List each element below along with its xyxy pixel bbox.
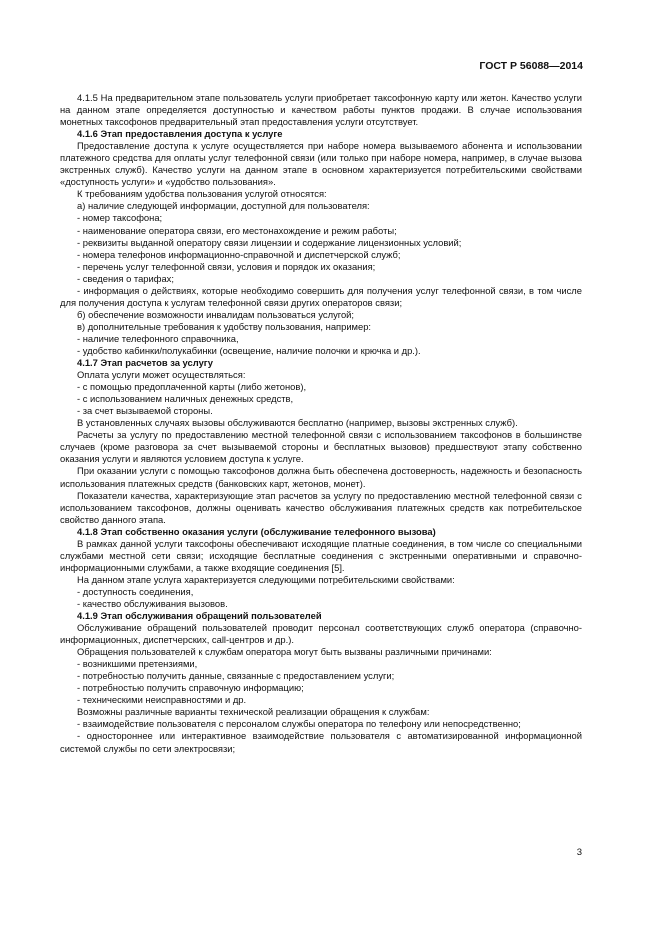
paragraph: К требованиям удобства пользования услугой относятся: [77,188,327,200]
page-number: 3 [576,847,582,858]
list-item: - номер таксофона; [77,212,163,224]
list-item: - сведения о тарифах; [77,272,174,284]
list-item: - за счет вызываемой стороны. [77,405,213,417]
list-item: - потребностью получить данные, связанные с предоставлением услуги; [77,670,395,682]
list-item: - удобство кабинки/полукабинки (освещение, наличие полочки и крючка и др.). [77,344,421,356]
list-item: Оплата услуги может осуществляться: [77,369,246,381]
list-item: - техническими неисправностями и др. [77,694,247,706]
list-item: - наименование оператора связи, его местонахождение и режим работы; [77,224,397,236]
list-item: - с помощью предоплаченной карты (либо жетонов), [77,381,307,393]
list-item: Обращения пользователей к службам оператора могут быть вызваны различными причинами: [77,646,492,658]
list-item: - с использованием наличных денежных средств, [77,393,294,405]
list-item: На данном этапе услуга характеризуется следующими потребительскими свойствами: [77,573,455,585]
list-item: - доступность соединения, [77,585,194,597]
list-item: б) обеспечение возможности инвалидам пользоваться услугой; [77,308,355,320]
list-item: - наличие телефонного справочника, [77,332,239,344]
paragraph: - взаимодействие пользователя с персоналом службы оператора по телефону или непосредственно; [77,718,521,730]
list-item: - возникшими претензиями, [77,658,198,670]
document-body [60,92,582,755]
section-heading: 4.1.6 Этап предоставления доступа к услуге [77,128,283,140]
section-heading: 4.1.7 Этап расчетов за услугу [77,357,213,369]
list-item: - потребностью получить справочную информацию; [77,682,304,694]
list-item: - перечень услуг телефонной связи, условия и порядок их оказания; [77,260,376,272]
paragraph: - информация о действиях, которые необходимо совершить для получения услуг телефонной связи, в том числе для получения доступа к услугам телефонной связи других операторов связи; [60,284,582,308]
paragraph: В рамках данной услуги таксофоны обеспечивают исходящие платные соединения, в том числе со специальными службами местной сети связи; исходящие бесплатные соединения с экстренными оперативными и справочно-информационными службами, а также входящие соединения [5]. [60,537,582,573]
section-heading: 4.1.9 Этап обслуживания обращений пользователей [77,610,322,622]
paragraph: - одностороннее или интерактивное взаимодействие пользователя с автоматизированной информационной системой службы по сети электросвязи; [60,730,582,754]
section-heading: 4.1.8 Этап собственно оказания услуги (обслуживание телефонного вызова) [77,525,436,537]
list-item: - реквизиты выданной оператору связи лицензии и содержание лицензионных условий; [77,236,462,248]
list-item: - качество обслуживания вызовов. [77,597,228,609]
paragraph: При оказании услуги с помощью таксофонов должна быть обеспечена достоверность, надежность и безопасность использования платежных средств (банковских карт, жетонов, монет). [60,465,582,489]
list-item: в) дополнительные требования к удобству пользования, например: [77,320,372,332]
paragraph: В установленных случаях вызовы обслуживаются бесплатно (например, вызовы экстренных служб). [77,417,518,429]
list-item: Возможны различные варианты технической реализации обращения к службам: [77,706,430,718]
list-item: - номера телефонов информационно-справочной и диспетчерской служб; [77,248,401,260]
document-header: ГОСТ Р 56088—2014 [479,60,583,72]
paragraph: Расчеты за услугу по предоставлению местной телефонной связи с использованием таксофонов в большинстве случаев (кроме разговора за счет вызываемой стороны и бесплатных вызовов) предшествуют этапу собственно оказания услуги и являются условием доступа к услуге. [60,429,582,465]
paragraph: Показатели качества, характеризующие этап расчетов за услугу по предоставлению местной телефонной связи с использованием таксофонов, должны оценивать качество обслуживания платежных средств как потребительское свойство данного этапа. [60,489,582,525]
list-item: а) наличие следующей информации, доступной для пользователя: [77,200,370,212]
paragraph: Предоставление доступа к услуге осуществляется при наборе номера вызываемого абонента и использовании платежного средства для оплаты услуг телефонной связи (или только при наборе номера, например, в случае вызова экстренных служб). Качество услуги на данном этапе в основном характеризуется потребительскими свойствами «доступность услуги» и «удобство пользования». [60,140,582,188]
paragraph: Обслуживание обращений пользователей проводит персонал соответствующих служб оператора (справочно-информационных, диспетчерских, call-центров и др.). [60,622,582,646]
paragraph: 4.1.5 На предварительном этапе пользователь услуги приобретает таксофонную карту или жетон. Качество услуги на данном этапе определяется доступностью и качеством работы пунктов продажи. В случае использования монетных таксофонов предварительный этап предоставления услуги отсутствует. [60,92,582,128]
